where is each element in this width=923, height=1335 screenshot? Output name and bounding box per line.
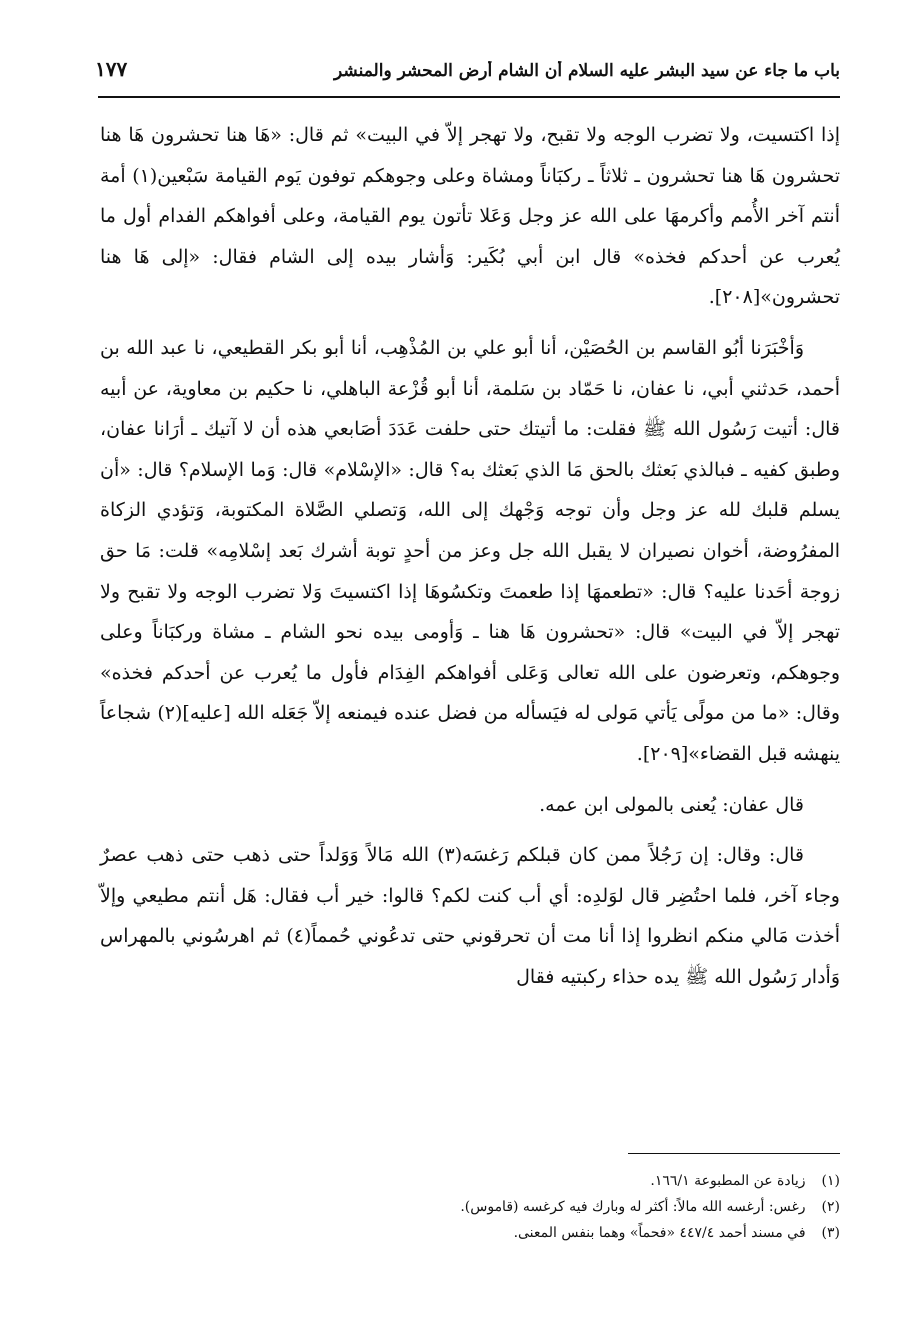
footnote-number: (٢) xyxy=(821,1199,840,1215)
footnote-2 xyxy=(300,1194,840,1220)
running-title: باب ما جاء عن سيد البشر عليه السلام أن الشام أرض المحشر والمنشر xyxy=(334,61,840,81)
footnote-text: زيادة عن المطبوعة ١٦٦/١. xyxy=(650,1173,806,1189)
page-number: ١٧٧ xyxy=(95,57,128,81)
footnote-rule xyxy=(628,1153,840,1154)
footnote-3 xyxy=(300,1220,840,1246)
paragraph-1: إذا اكتسيت، ولا تضرب الوجه ولا تقبح، ولا تهجر إلاّ في البيت» ثم قال: «هَا هنا تحشرون هَا هنا تحشرون هَا هنا تحشرون ـ ثلاثاً ـ ركبَاناً ومشاة وعلى وجوهكم توفون يَوم القيامة سَبْعين(١) أمة أنتم آخر الأُمم وأكرمهَا على الله عز وجل وَعَلا تأتون يوم القيامة، وعلى أفواهكم الفدام أول ما يُعرب عن أحدكم فخذه» قال ابن أبي بُكَير: وَأشار بيده إلى الشام فقال: «إلى هَا هنا تحشرون»[٢٠٨]. xyxy=(100,124,840,309)
main-text xyxy=(100,115,840,997)
footnote-number: (١) xyxy=(821,1173,840,1189)
footnotes xyxy=(300,1168,840,1246)
paragraph-4: قال: وقال: إن رَجُلاً ممن كان قبلكم رَغسَه(٣) الله مَالاً وَوَلداً حتى ذهب حتى ذهب عصرٌ وجاء آخر، فلما احتُضِر قال لوَلدِه: أي أب كنت لكم؟ قالوا: خير أب فقال: هَل أنتم مطيعي وإلاّ أخذت مَالي منكم انظروا إذا أنا مت أن تحرقوني حتى تدعُوني حُمماً(٤) ثم اهرسُوني بالمهراس وَأدار رَسُول الله ﷺ يده حذاء ركبتيه فقال xyxy=(100,844,841,988)
header-rule xyxy=(98,96,840,98)
footnote-1 xyxy=(300,1168,840,1194)
page-header xyxy=(95,55,840,99)
footnote-number: (٣) xyxy=(821,1225,840,1241)
footnote-text: رغس: أرغسه الله مالاً: أكثر له وبارك فيه كرغسه (قاموس). xyxy=(460,1199,806,1215)
footnote-text: في مسند أحمد ٤٤٧/٤ «فحماً» وهما بنفس المعنى. xyxy=(513,1225,806,1241)
paragraph-2: وَأخْبَرَنا أبُو القاسم بن الحُصَيْن، أنا أبو علي بن المُذْهِب، أنا أبو بكر القطيعي، نا عبد الله بن أحمد، حَدثني أبي، نا عفان، نا حَمّاد بن سَلمة، أنا أبو قُزْعة الباهلي، نا حكيم بن معاوية، عن أبيه قال: أتيت رَسُول الله ﷺ فقلت: ما أتيتك حتى حلفت عَدَدَ أصَابعي هذه أن لا آتيك ـ أرَانا عفان، وطبق كفيه ـ فبالذي بَعثك بالحق مَا الذي بَعثك به؟ قال: «الإسْلام» قال: وَما الإسلام؟ قال: «أن يسلم قلبك لله عز وجل وأن توجه وَجْهك إلى الله، وَتصلي الصَّلاة المكتوبة، وَتؤدي الزكاة المفرُوضة، أخوان نصيران لا يقبل الله جل وعز من أحدٍ توبة أشرك بَعد إسْلامِه» قلت: مَا حق زوجة أحَدنا عليه؟ قال: «تطعمهَا إذا طعمتَ وتكسُوهَا إذا اكتسيتَ وَلا تضرب الوجه ولا تقبح ولا تهجر إلاّ في البيت» قال: «تحشرون هَا هنا ـ وَأومى بيده نحو الشام ـ مشاة وركبَاناً وعلى وجوهكم، وتعرضون على الله تعالى وَعَلى أفواهكم الفِدَام فأول ما يُعرب عن أحدكم فخذه» وقال: «ما من مولًى يَأتي مَولى له فيَسأله من فضل عنده فيمنعه إلاّ جَعَله الله [عليه](٢) شجاعاً ينهشه قبل القضاء»[٢٠٩]. xyxy=(100,336,840,765)
paragraph-3: قال عفان: يُعنى بالمولى ابن عمه. xyxy=(539,793,804,816)
